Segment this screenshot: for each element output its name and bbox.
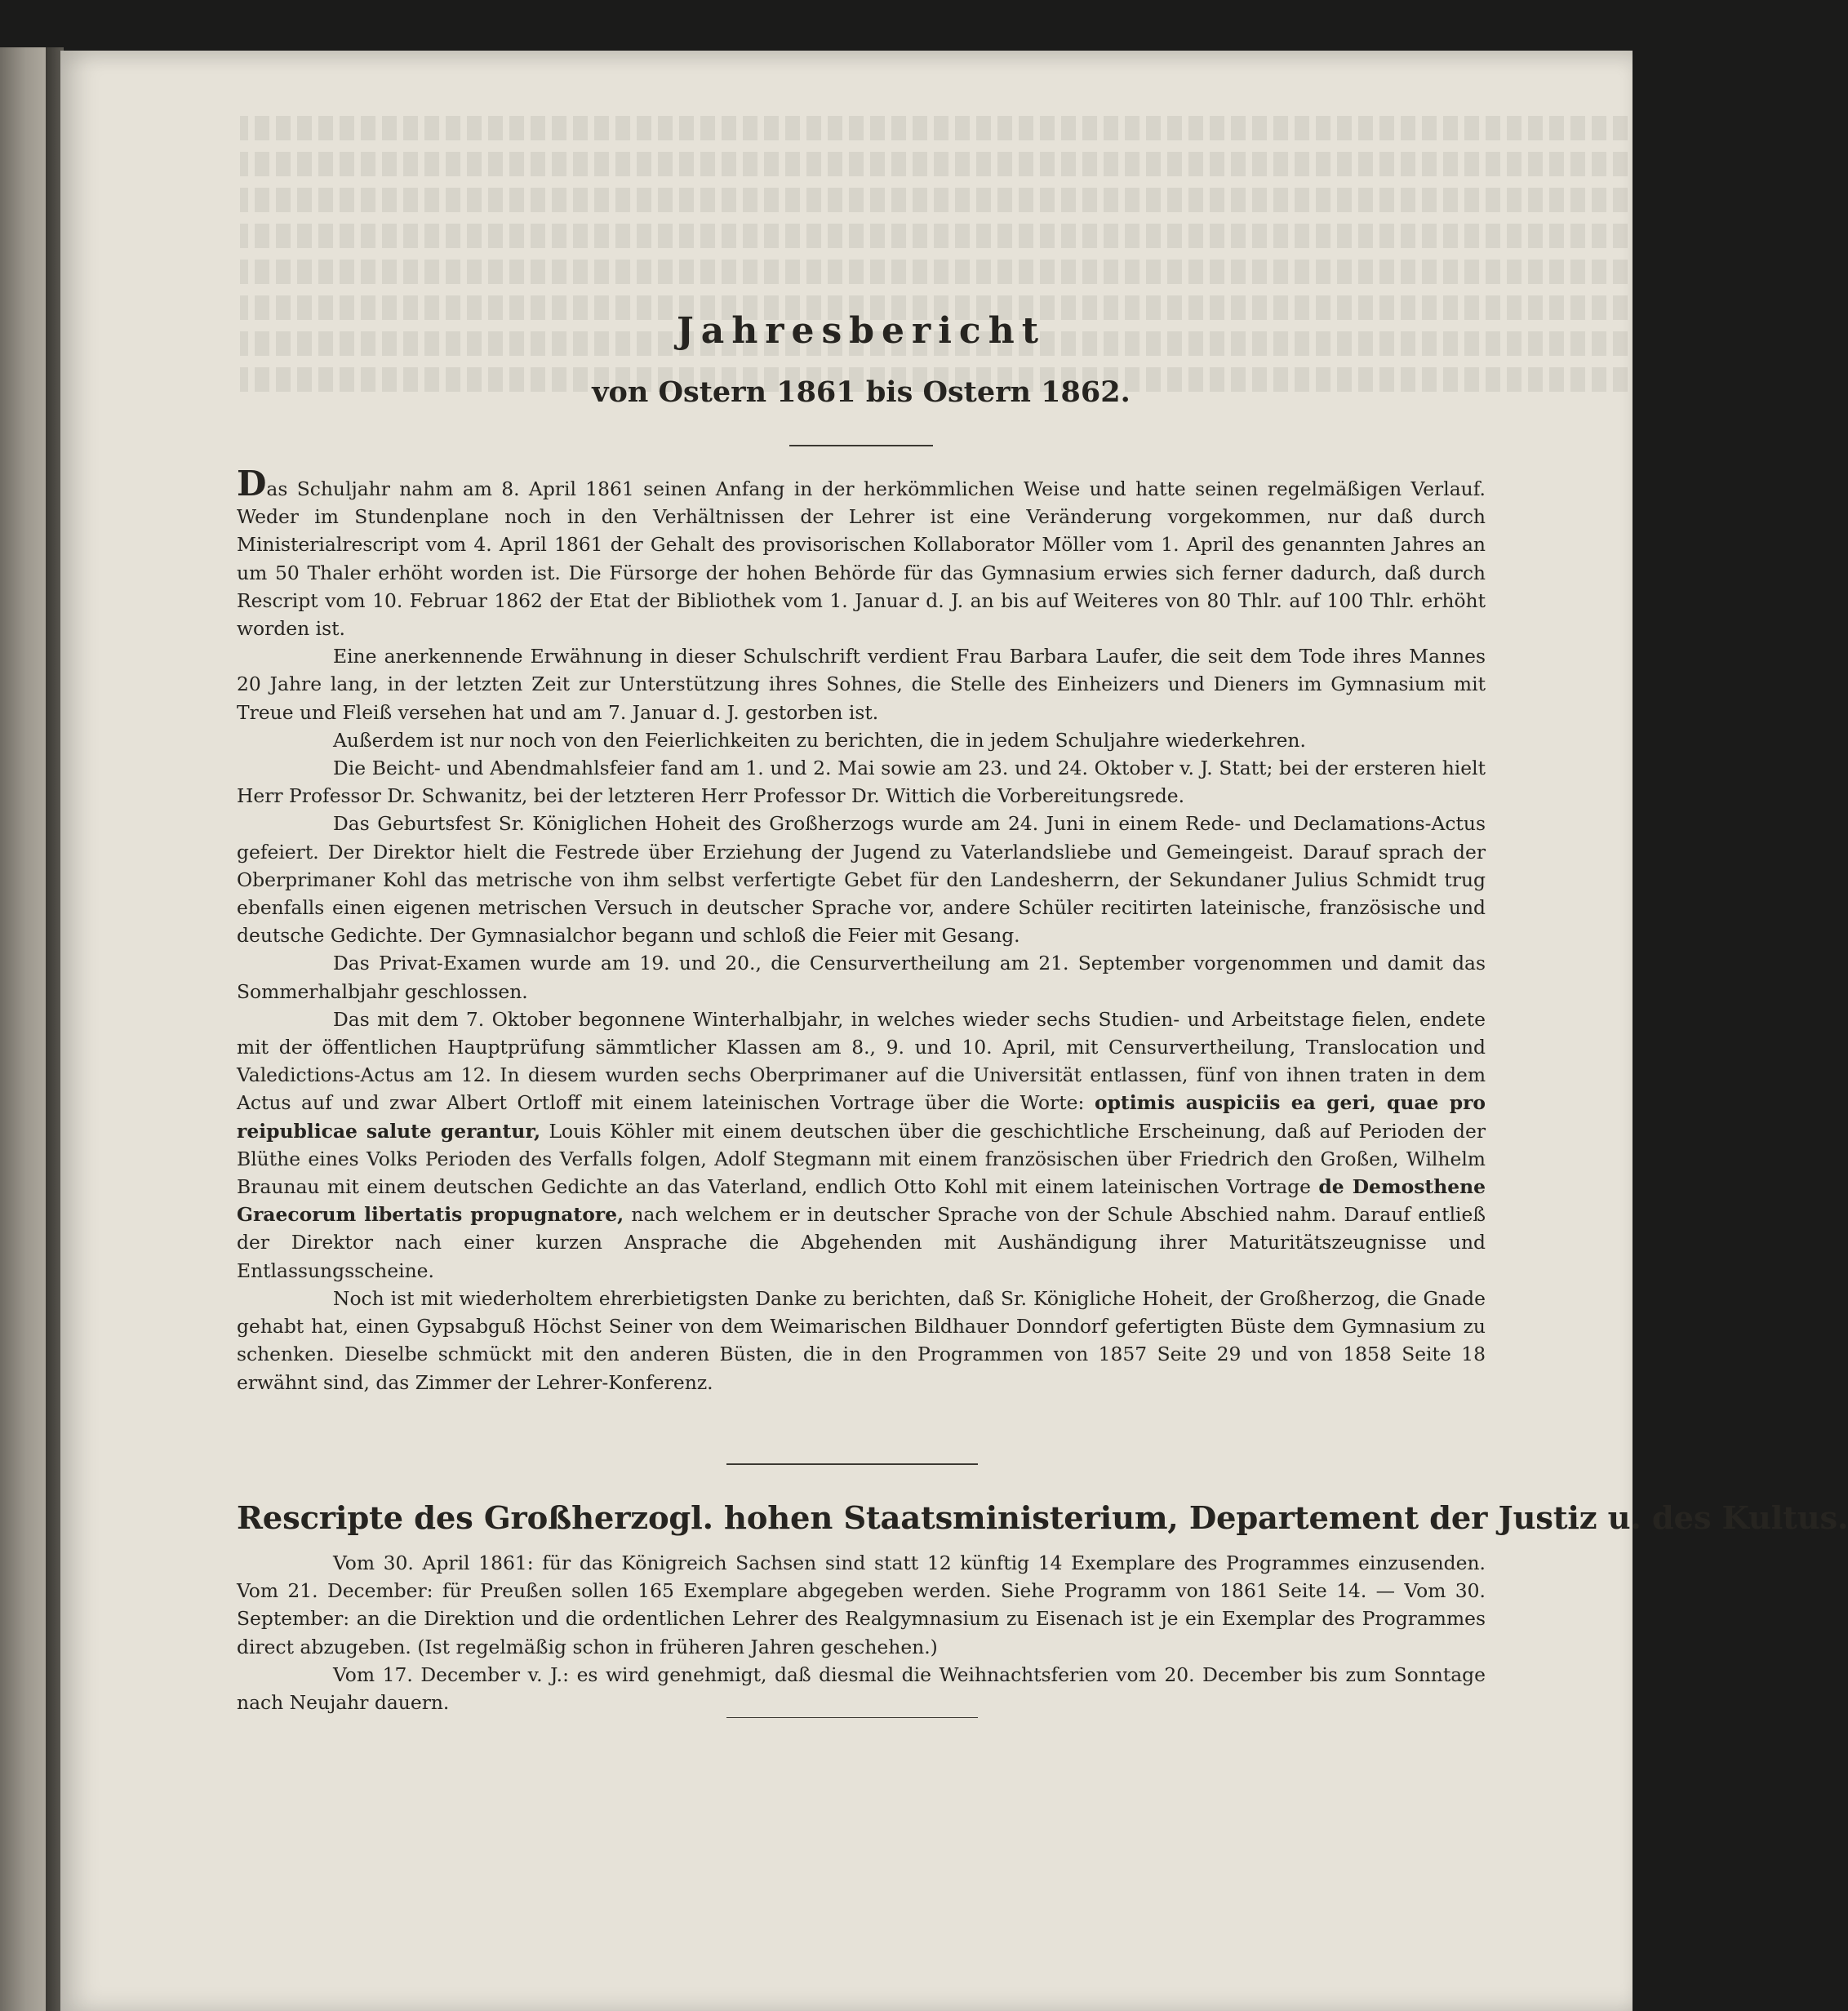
rescripts-body bbox=[237, 1549, 1486, 1716]
section-divider bbox=[726, 1463, 978, 1465]
latin-quote: optimis auspiciis ea geri, quae pro reipublicae salute gerantur, bbox=[237, 1091, 1486, 1143]
paragraph-text: Louis Köhler mit einem deutschen über die geschichtliche Erscheinung, daß auf Perioden der Blüthe eines Volks Perioden des Verfalls folgen, Adolf Stegmann mit einem französischen über Friedrich den Großen, Wilhelm Braunau mit einem deutschen Gedichte an das Vaterland, endlich Otto Kohl mit einem lateinischen Vortrage bbox=[237, 1119, 1486, 1199]
paragraph-winter bbox=[237, 1006, 1486, 1285]
rescript-paragraph: Vom 30. April 1861: für das Königreich Sachsen sind statt 12 künftig 14 Exemplare des Programmes einzusenden. Vom 21. December: für Preußen sollen 165 Exemplare abgegeben werden. Siehe Programm von 1861 Seite 14. — Vom 30. September: an die Direktion und die ordentlichen Lehrer des Realgymnasium zu Eisenach ist je ein Exemplar des Programmes direct abzugeben. (Ist regelmäßig schon in früheren Jahren geschehen.) bbox=[237, 1552, 1486, 1658]
section-heading: Rescripte des Großherzogl. hohen Staatsministerium, Departement der Justiz u. des Kultus. bbox=[237, 1500, 1848, 1537]
bottom-divider bbox=[726, 1717, 978, 1718]
drop-cap: D bbox=[237, 464, 267, 504]
paragraph-celebrations: Außerdem ist nur noch von den Feierlichkeiten zu berichten, die in jedem Schuljahre wiederkehren. bbox=[333, 728, 1306, 752]
paragraph-text: as Schuljahr nahm am 8. April 1861 seinen Anfang in der herkömmlichen Weise und hatte seinen regelmäßigen Verlauf. Weder im Stundenplane noch in den Verhältnissen der Lehrer ist eine Veränderung vorgekommen, nur daß durch Ministerialrescript vom 4. April 1861 der Gehalt des provisorischen Kollaborator Möller vom 1. April des genannten Jahres an um 50 Thaler erhöht worden ist. Die Fürsorge der hohen Behörde für das Gymnasium erwies sich ferner dadurch, daß durch Rescript vom 10. Februar 1862 der Etat der Bibliothek vom 1. Januar d. J. an bis auf Weiteres von 80 Thlr. auf 100 Thlr. erhöht worden ist. bbox=[237, 477, 1486, 641]
paragraph-school-year bbox=[237, 464, 1486, 642]
paragraph-laufer: Eine anerkennende Erwähnung in dieser Schulschrift verdient Frau Barbara Laufer, die seit dem Tode ihres Mannes 20 Jahre lang, in der letzten Zeit zur Unterstützung ihres Sohnes, die Stelle des Einheizers und Dieners im Gymnasium mit Treue und Fleiß versehen hat und am 7. Januar d. J. gestorben ist. bbox=[237, 645, 1486, 724]
title-divider bbox=[789, 445, 933, 446]
page-title: Jahresbericht bbox=[676, 310, 1046, 352]
paragraph-text: nach welchem er in deutscher Sprache von der Schule Abschied nahm. Darauf entließ der Direktor nach einer kurzen Ansprache die Abgehenden mit Aushändigung ihrer Maturitätszeugnisse und Entlassungsscheine. bbox=[237, 1203, 1486, 1282]
latin-quote: de Demosthene Graecorum libertatis propugnatore, bbox=[237, 1175, 1486, 1227]
report-body bbox=[237, 464, 1486, 1396]
rescript-paragraph: Vom 17. December v. J.: es wird genehmigt, daß diesmal die Weihnachtsferien vom 20. December bis zum Sonntage nach Neujahr dauern. bbox=[237, 1663, 1486, 1715]
paragraph-communion: Die Beicht- und Abendmahlsfeier fand am 1. und 2. Mai sowie am 23. und 24. Oktober v. J. Statt; bei der ersteren hielt Herr Professor Dr. Schwanitz, bei der letzteren Herr Professor Dr. Wittich die Vorbereitungsrede. bbox=[237, 757, 1486, 808]
paragraph-bust: Noch ist mit wiederholtem ehrerbietigsten Danke zu berichten, daß Sr. Königliche Hoheit, der Großherzog, die Gnade gehabt hat, einen Gypsabguß Höchst Seiner von dem Weimarischen Bildhauer Donndorf gefertigten Büste dem Gymnasium zu schenken. Dieselbe schmückt mit den anderen Büsten, die in den Programmen von 1857 Seite 29 und von 1858 Seite 18 erwähnt sind, das Zimmer der Lehrer-Konferenz. bbox=[237, 1286, 1486, 1394]
page-subtitle: von Ostern 1861 bis Ostern 1862. bbox=[592, 375, 1131, 409]
paragraph-birthday: Das Geburtsfest Sr. Königlichen Hoheit des Großherzogs wurde am 24. Juni in einem Rede- und Declamations-Actus gefeiert. Der Direktor hielt die Festrede über Erziehung der Jugend zu Vaterlandsliebe und Gemeingeist. Darauf sprach der Oberprimaner Kohl das metrische von ihm selbst verfertigte Gebet für den Landesherrn, der Sekundaner Julius Schmidt trug ebenfalls einen eigenen metrischen Versuch in deutscher Sprache vor, andere Schüler recitirten lateinische, französische und deutsche Gedichte. Der Gymnasialchor begann und schloß die Feier mit Gesang. bbox=[237, 812, 1486, 948]
paragraph-text: Das mit dem 7. Oktober begonnene Winterhalbjahr, in welches wieder sechs Studien- und Arbeitstage fielen, endete mit der öffentlichen Hauptprüfung sämmtlicher Klassen am 8., 9. und 10. April, mit Censurvertheilung, Translocation und Valedictions-Actus am 12. In diesem wurden sechs Oberprimaner auf die Universität entlassen, fünf von ihnen traten in dem Actus auf und zwar Albert Ortloff mit einem lateinischen Vortrage über die Worte: bbox=[237, 1007, 1486, 1115]
paragraph-exam: Das Privat-Examen wurde am 19. und 20., die Censurvertheilung am 21. September vorgenommen und damit das Sommerhalbjahr geschlossen. bbox=[237, 952, 1486, 1003]
